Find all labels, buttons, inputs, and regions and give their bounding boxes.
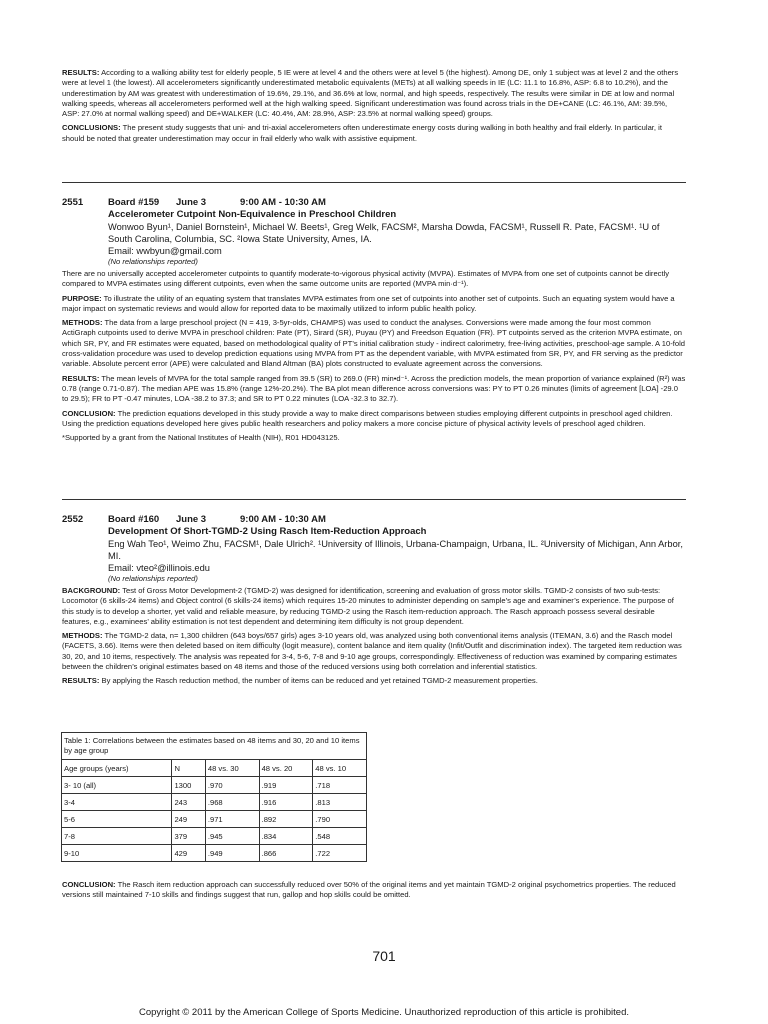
divider: [62, 182, 686, 183]
results-label: RESULTS:: [62, 68, 100, 77]
table-header-cell: N: [172, 760, 205, 777]
table-row: [62, 794, 367, 811]
table-cell: .718: [313, 777, 367, 794]
abstract-title: Accelerometer Cutpoint Non-Equivalence in Preschool Children: [108, 209, 397, 220]
background-paragraph: [62, 586, 686, 627]
authors: Wonwoo Byun¹, Daniel Bornstein¹, Michael W. Beets¹, Greg Welk, FACSM², Marsha Dowda, FACSM¹, Russell R. Pate, FACSM¹. ¹U of South Carolina, Columbia, SC. ²Iowa State University, Ames, IA.: [108, 222, 660, 244]
correlation-table-wrapper: [61, 732, 367, 862]
abstract-header: [62, 197, 686, 209]
abstract-2552: [62, 514, 686, 691]
table-row: [62, 845, 367, 862]
conclusions-paragraph: [62, 123, 686, 144]
table-cell: 379: [172, 828, 205, 845]
results-label: RESULTS:: [62, 676, 100, 686]
divider: [62, 499, 686, 500]
table-row: [62, 777, 367, 794]
session-date: June 3: [176, 514, 207, 525]
table-cell: .722: [313, 845, 367, 862]
results-text: According to a walking ability test for elderly people, 5 IE were at level 4 and the others were at level 5 (the highest). Among DE, only 1 subject was at level 2 and the others were at level 1 (the lowest). All accelerometers significantly underestimated metabolic equivalents (METs) at all walking speeds in IE (LC: 11.1 to 16.8%, ASP: 6.8 to 10.2%), and the underestimation by AM was greatest with underestimation of 19.6%, 29.1%, and 36.6% at low, normal, and high speeds, respectively. The results were similar in DE at low and normal walking speeds, whereas all accelerometers performed well at the high walking speed. Significant underestimation was found across trials in the DE+CANE (LC: 46.1%, AM: 39.5%, ASP: 27.0% at normal walking speed) and DE+WALKER (LC: 40.4%, AM: 28.9%, ASP: 23.5% at normal walking speed) groups.: [62, 68, 679, 119]
methods-text: The TGMD-2 data, n= 1,300 children (643 boys/657 girls) ages 3-10 years old, was analyzed using both conventional items analysis (ITEMAN, 3.6) and the Rasch model (FACETS, 3.66). Items were then deleted based on item difficulty (logit measure), content balance and item quality (Infit/Outfit and discrimination index). The targeted item reduction was 30, 20, and 10 items, respectively. The analysis was repeated for 3-4, 5-6, 7-8 and 9-10 age groups, correspondingly. Effectiveness of reduction was examined by comparing estimates between the children’s original estimates based on 48 items and those of the reduced versions using both correlation and inferential statistics.: [62, 631, 682, 672]
correlation-table: [61, 732, 367, 862]
copyright-notice: Copyright © 2011 by the American College of Sports Medicine. Unauthorized reproduction of this article is prohibited.: [138, 1007, 629, 1018]
conclusion-paragraph: [62, 880, 686, 901]
abstract-2551: [62, 197, 686, 447]
table-cell: .971: [205, 811, 259, 828]
table-cell: .892: [259, 811, 313, 828]
relationships-note: (No relationships reported): [108, 257, 198, 266]
table-cell: 3- 10 (all): [62, 777, 172, 794]
table-header-cell: Age groups (years): [62, 760, 172, 777]
table-cell: 5-6: [62, 811, 172, 828]
board-number: Board #159: [108, 197, 160, 208]
table-cell: .945: [205, 828, 259, 845]
support-note: *Supported by a grant from the National Institutes of Health (NIH), R01 HD043125.: [62, 433, 340, 443]
abstract-header: [62, 514, 686, 526]
table-cell: .919: [259, 777, 313, 794]
table-cell: .790: [313, 811, 367, 828]
abstract-2552-conclusion: [62, 880, 686, 905]
relationships-note: (No relationships reported): [108, 574, 198, 583]
table-cell: 9-10: [62, 845, 172, 862]
results-label: RESULTS:: [62, 373, 100, 383]
abstract-number: 2551: [62, 197, 84, 208]
conclusion-label: CONCLUSION:: [62, 880, 116, 889]
table-cell: .548: [313, 828, 367, 845]
background-text: Test of Gross Motor Development-2 (TGMD-2) was designed for identification, screening and evaluation of gross motor skills. TGMD-2 consists of two sub-tests: Locomotor (6 skills-24 items) and Object control (6 skills-24 items) which requires 15-20 minutes to administer depending on sample’s age and examiner’s experience. The purpose of this study is to develop a shorter, yet valid and reliable measure, by reducing TGMD-2 using the Rasch item-reduction approach. The Rasch approach possess several desirable features, e.g., examinees’ ability estimation is not test dependent and determining item difficulty is not group dependent.: [62, 586, 674, 626]
conclusions-label: CONCLUSIONS:: [62, 123, 121, 133]
methods-text: The data from a large preschool project (N = 419, 3-5yr-olds, CHAMPS) was used to conduct the analyses. Conversions were made among the four most common ActiGraph cutpoints used to derive MVPA in preschool children: Pate (PT), Sirard (SR), Puyau (PY) and Freedson Equation (FR). PT cutpoints served as the criterion MVPA estimate, on which SR, PY, and FR estimates were equated, based on methodological quality of PT’s initial calibration study - indirect calorimetry, free-living activities, preschool-age sample. A 10-fold cross-validation procedure was used to develop prediction equations using MVPA from PT as the dependent variable, with MVPA estimated from SR, PY, and FR serving as the predictor variable. Absolute percent error (APE) were calculated and Bland Altman (BA) plots constructed to evaluate agreement across the conversions.: [62, 318, 685, 369]
board-number: Board #160: [108, 514, 160, 525]
table-cell: 429: [172, 845, 205, 862]
table-cell: 243: [172, 794, 205, 811]
table-caption: Table 1: Correlations between the estimates based on 48 items and 30, 20 and 10 items by age group: [62, 733, 367, 760]
previous-abstract-tail: [62, 68, 686, 148]
table-cell: 249: [172, 811, 205, 828]
conclusion-paragraph: [62, 409, 686, 430]
results-paragraph: [62, 374, 686, 405]
table-cell: .834: [259, 828, 313, 845]
purpose-text: To illustrate the utility of an equating system that translates MVPA estimates from one set of cutpoints into another set of cutpoints. Such an equating system would have a major impact on systematic reviews and would allow for reported data to be maximally utilized to inform public health policy.: [62, 293, 675, 313]
abstract-title: Development Of Short-TGMD-2 Using Rasch Item-Reduction Approach: [108, 526, 427, 537]
session-time: 9:00 AM - 10:30 AM: [240, 197, 326, 208]
conclusions-text: The present study suggests that uni- and tri-axial accelerometers often underestimate energy costs during walking in both healthy and frail elderly. In particular, it should be noted that greater underestimation may occur in frail elderly who walk with assistive equipment.: [62, 123, 662, 143]
table-cell: .916: [259, 794, 313, 811]
session-time: 9:00 AM - 10:30 AM: [240, 514, 326, 525]
conclusion-text: The prediction equations developed in this study provide a way to make direct comparisons between studies employing different cutpoints in preschool aged children. Using the prediction equations developed here gives public health researchers and policy makers a more concise picture of physical activity levels of preschool aged children.: [62, 408, 673, 428]
purpose-label: PURPOSE:: [62, 293, 102, 303]
methods-label: METHODS:: [62, 318, 103, 328]
methods-paragraph: [62, 318, 686, 369]
results-paragraph: [62, 676, 686, 686]
results-text: By applying the Rasch reduction method, the number of items can be reduced and yet retained TGMD-2 measurement properties.: [101, 676, 538, 686]
methods-label: METHODS:: [62, 631, 103, 641]
intro-paragraph: There are no universally accepted accelerometer cutpoints to quantify moderate-to-vigorous physical activity (MVPA). Estimates of MVPA from one set of cutpoints cannot be directly compared to MVPA estimates using different cutpoints, even when the same outcome units are reported (MVPA min·d⁻¹).: [62, 269, 670, 289]
page-number: 701: [372, 948, 396, 964]
table-cell: 3-4: [62, 794, 172, 811]
table-cell: .813: [313, 794, 367, 811]
purpose-paragraph: [62, 294, 686, 315]
results-paragraph: [62, 68, 686, 119]
table-header-cell: 48 vs. 30: [205, 760, 259, 777]
table-cell: .949: [205, 845, 259, 862]
methods-paragraph: [62, 631, 686, 672]
table-row: [62, 828, 367, 845]
session-date: June 3: [176, 197, 207, 208]
table-header-row: [62, 760, 367, 777]
table-cell: .970: [205, 777, 259, 794]
authors: Eng Wah Teo¹, Weimo Zhu, FACSM¹, Dale Ulrich². ¹University of Illinois, Urbana-Champaign, Urbana, IL. ²University of Michigan, Ann Arbor, MI.: [108, 539, 683, 561]
conclusion-label: CONCLUSION:: [62, 408, 116, 418]
results-text: The mean levels of MVPA for the total sample ranged from 39.5 (SR) to 269.0 (FR) min•d⁻¹. Across the prediction models, the mean proportion of variance explained (R²) was 0.78 (range 0.71-0.87). The median APE was 15.8% (range 12%-20.2%). The BA plot mean difference across conversions was: PY to PT 0.26 minutes (limits of agreement [LOA] -29.0 to 29.5); FR to PT -0.47 minutes, LOA -38.2 to 37.3; and SR to PT 0.22 minutes (LOA -32.3 to 32.7).: [62, 373, 686, 404]
background-label: BACKGROUND:: [62, 586, 121, 595]
table-row: [62, 811, 367, 828]
table-header-cell: 48 vs. 20: [259, 760, 313, 777]
table-cell: 1300: [172, 777, 205, 794]
email: Email: wwbyun@gmail.com: [108, 246, 222, 256]
table-cell: .866: [259, 845, 313, 862]
table-header-cell: 48 vs. 10: [313, 760, 367, 777]
abstract-number: 2552: [62, 514, 84, 525]
table-cell: 7-8: [62, 828, 172, 845]
conclusion-text: The Rasch item reduction approach can successfully reduced over 50% of the original items and yet maintain TGMD-2 original psychometrics properties. The reduced versions still maintained 7-10 skills and findings suggest that run, gallop and hop skills could be omitted.: [62, 880, 676, 900]
table-cell: .968: [205, 794, 259, 811]
email: Email: vteo²@illinois.edu: [108, 563, 210, 573]
